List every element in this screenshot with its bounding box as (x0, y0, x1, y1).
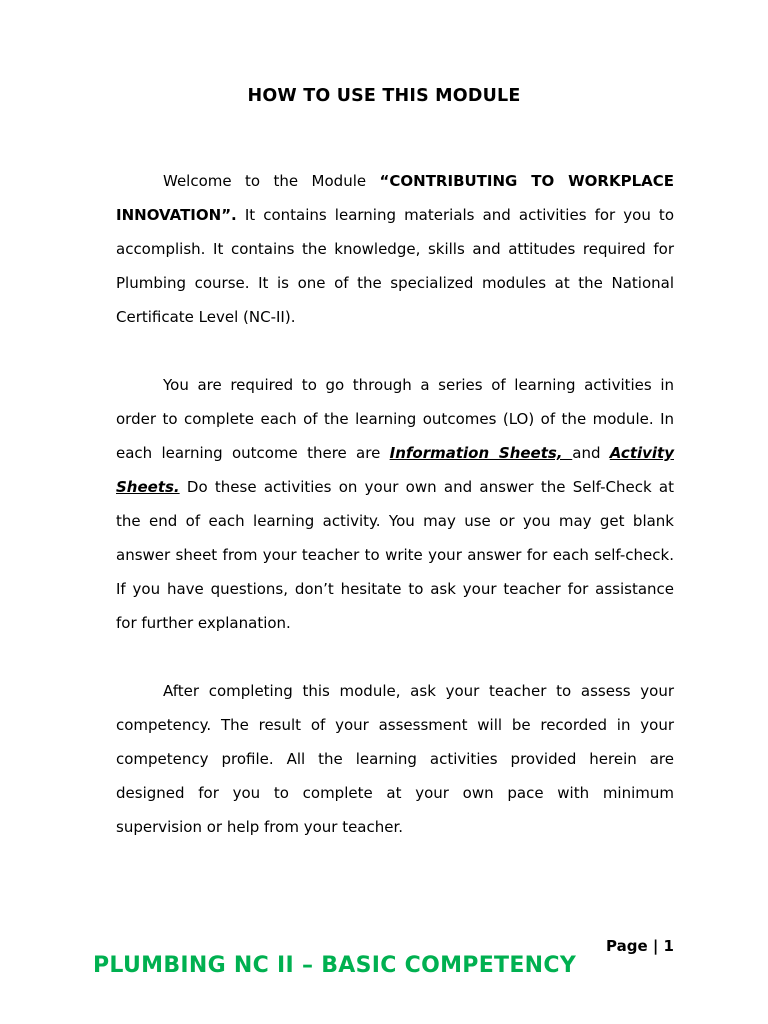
page-title: HOW TO USE THIS MODULE (247, 86, 521, 106)
paragraph-assessment: After completing this module, ask your teacher to assess your competency. The result of your assessment will be recorded in your competency profile. All the learning activities provided herein are designed for you to complete at your own pace with minimum supervision or help from your teacher. (116, 682, 674, 836)
and-text: and (572, 444, 610, 462)
paragraph-welcome-intro: Welcome to the Module (163, 172, 380, 190)
page-number: Page | 1 (606, 937, 674, 955)
paragraph-welcome-rest: It contains learning materials and activities for you to accomplish. It contains the knowledge, skills and attitudes required for Plumbing course. It is one of the specialized modules at the National Certificate Level (NC-II). (116, 206, 674, 326)
paragraph-instructions-rest: Do these activities on your own and answer the Self-Check at the end of each learning activity. You may use or you may get blank answer sheet from your teacher to write your answer for each self-check. If you have questions, don’t hesitate to ask your teacher for assistance for further explanation. (116, 478, 674, 632)
paragraph-instructions (116, 368, 674, 640)
paragraph-welcome (116, 164, 674, 334)
module-name: “CONTRIBUTING TO WORKPLACE INNOVATION”. (116, 172, 674, 224)
information-sheets-term: Information Sheets, (389, 444, 573, 462)
activity-sheets-term: Activity Sheets. (116, 444, 674, 496)
footer-brand: PLUMBING NC II – BASIC COMPETENCY (93, 953, 577, 978)
paragraph-instructions-intro: You are required to go through a series of learning activities in order to complete each of the learning outcomes (LO) of the module. In each learning outcome there are (116, 376, 674, 462)
